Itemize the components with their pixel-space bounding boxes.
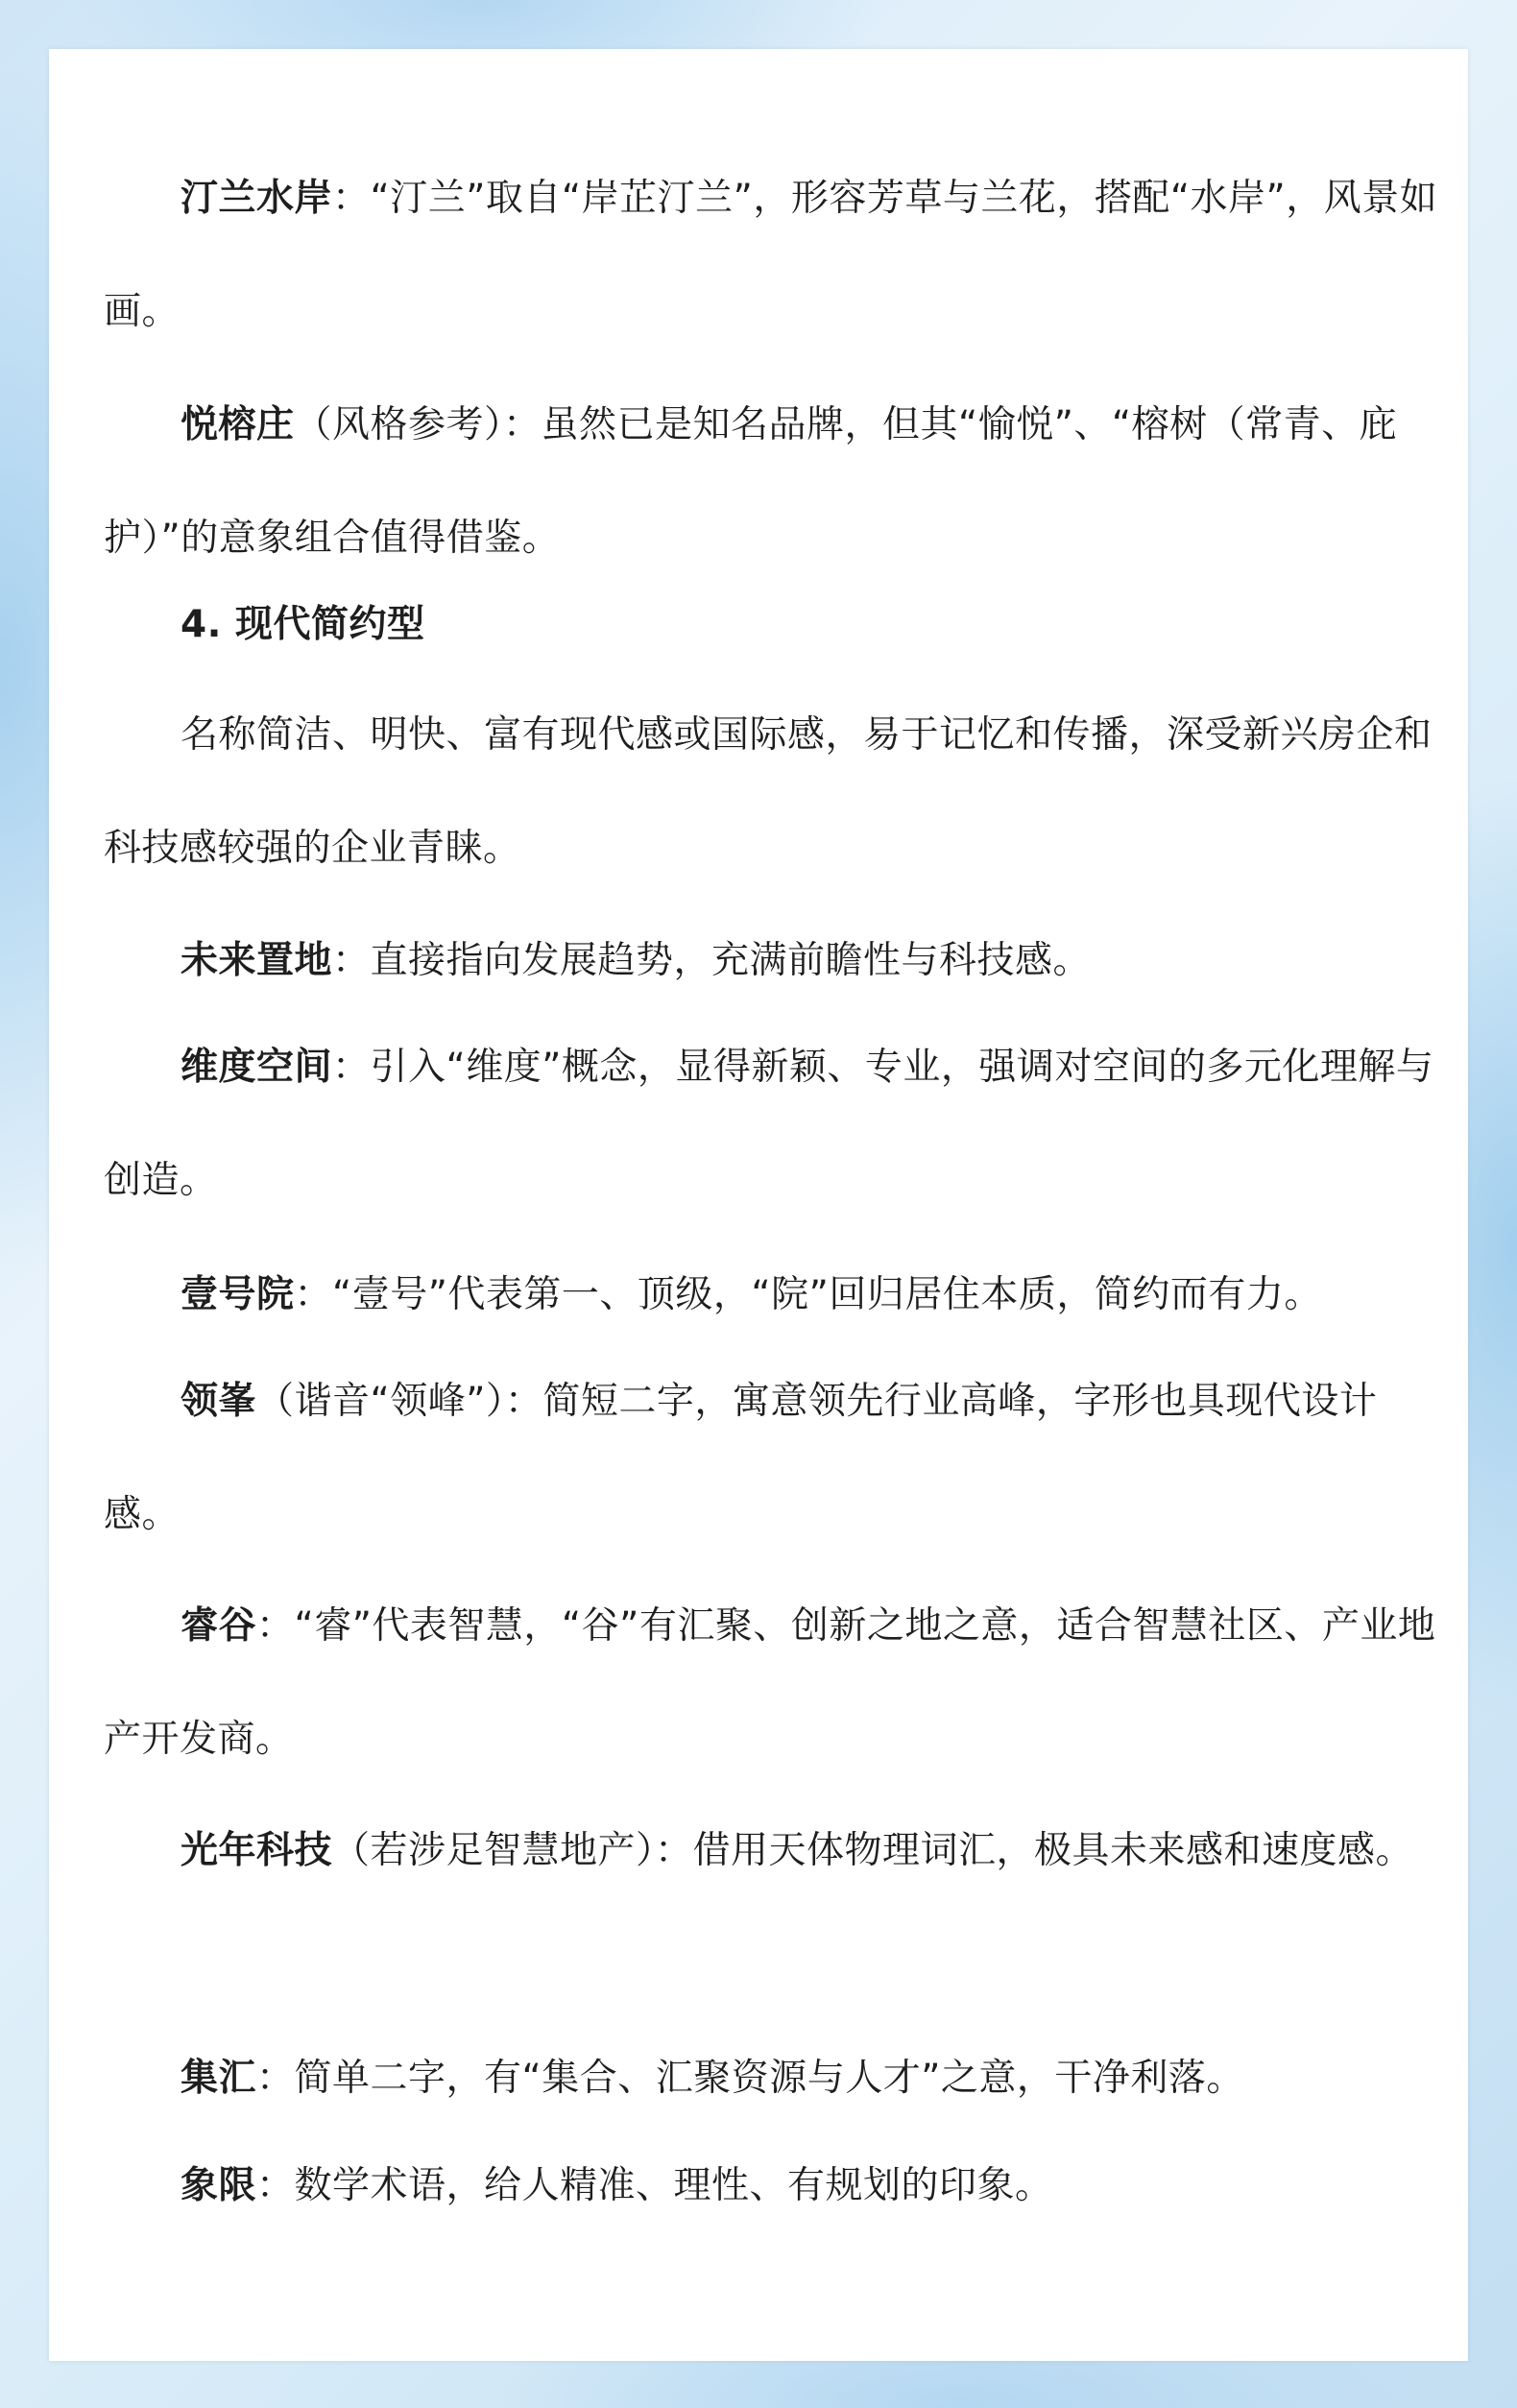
paragraph-intro — [104, 679, 1440, 905]
paragraph-yuerongzhuang — [104, 369, 1440, 595]
term-guangnian: 光年科技 — [181, 1829, 333, 1872]
paragraph-xiangxian — [104, 2163, 1440, 2209]
desc-jihui: ：简单二字，有“集合、汇聚资源与人才”之意，干净利落。 — [256, 2057, 1244, 2100]
paragraph-ruigu — [104, 1570, 1440, 1796]
desc-tinglan: ：“汀兰”取自“岸芷汀兰”，形容芳草与兰花，搭配“水岸”，风景如画。 — [104, 177, 1438, 333]
term-weidukongjian: 维度空间 — [181, 1046, 333, 1089]
heading-modern-minimal: 4. 现代简约型 — [181, 603, 425, 646]
paragraph-weilaizhidi — [104, 938, 1440, 984]
term-weilaizhidi: 未来置地 — [181, 939, 333, 982]
paragraph-tinglan — [104, 142, 1440, 369]
desc-weilaizhidi: ：直接指向发展趋势，充满前瞻性与科技感。 — [332, 939, 1092, 982]
term-xiangxian: 象限 — [181, 2164, 257, 2207]
section-heading — [104, 602, 1440, 648]
desc-ruigu: ：“睿”代表智慧，“谷”有汇聚、创新之地之意，适合智慧社区、产业地产开发商。 — [104, 1604, 1436, 1761]
paragraph-jihui — [104, 2056, 1440, 2102]
term-yihaoyuan: 壹号院 — [181, 1273, 295, 1316]
desc-lingfeng: （谐音“领峰”）：简短二字，寓意领先行业高峰，字形也具现代设计感。 — [104, 1380, 1378, 1536]
desc-guangnian: （若涉足智慧地产）：借用天体物理词汇，极具未来感和速度感。 — [332, 1829, 1414, 1872]
term-lingfeng: 领峯 — [181, 1380, 257, 1423]
intro-text: 名称简洁、明快、富有现代感或国际感，易于记忆和传播，深受新兴房企和科技感较强的企业青睐。 — [104, 713, 1433, 870]
term-tinglan: 汀兰水岸 — [181, 177, 333, 220]
term-ruigu: 睿谷 — [181, 1604, 257, 1648]
term-jihui: 集汇 — [181, 2057, 257, 2100]
term-yuerongzhuang: 悦榕庄 — [181, 403, 295, 446]
paragraph-yihaoyuan — [104, 1272, 1440, 1318]
paragraph-weidukongjian — [104, 1011, 1440, 1238]
desc-xiangxian: ：数学术语，给人精准、理性、有规划的印象。 — [256, 2164, 1053, 2207]
paragraph-guangnian — [104, 1794, 1440, 1908]
desc-weidukongjian: ：引入“维度”概念，显得新颖、专业，强调对空间的多元化理解与创造。 — [104, 1046, 1434, 1202]
paragraph-lingfeng — [104, 1345, 1440, 1572]
desc-yihaoyuan: ：“壹号”代表第一、顶级，“院”回归居住本质，简约而有力。 — [294, 1273, 1322, 1316]
desc-yuerongzhuang: （风格参考）：虽然已是知名品牌，但其“愉悦”、“榕树（常青、庇护）”的意象组合值得借鉴。 — [104, 403, 1398, 560]
